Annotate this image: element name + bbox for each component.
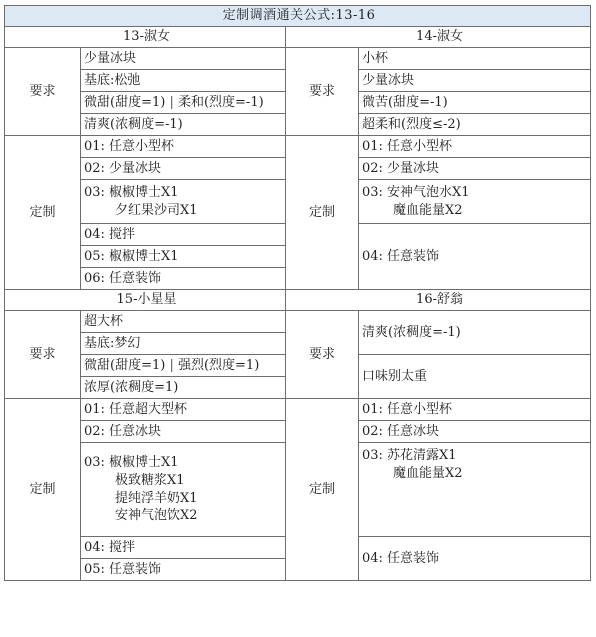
step-item-15: 01: 任意超大型杯 <box>81 399 286 421</box>
section-heading-row <box>5 290 591 311</box>
requirement-part: 柔和(烈度=-1) <box>177 94 264 110</box>
step-item-15: 04: 搅拌 <box>81 537 286 559</box>
requirement-part: 微甜(甜度=1) <box>84 94 166 110</box>
step-item-15: 02: 任意冰块 <box>81 421 286 443</box>
step-item-13: 04: 搅拌 <box>81 224 286 246</box>
requirement-item-13: 少量冰块 <box>81 48 286 70</box>
requirement-label-14: 要求 <box>286 48 359 136</box>
step-item-13: 01: 任意小型杯 <box>81 136 286 158</box>
step-line: 03: 苏花清露X1 <box>362 448 457 463</box>
custom-label-13: 定制 <box>5 136 81 290</box>
step-item-16 <box>359 443 591 537</box>
separator: | <box>165 94 178 110</box>
recipe-heading-16: 16-舒翁 <box>286 290 591 311</box>
requirement-item-14: 小杯 <box>359 48 591 70</box>
requirement-label-16: 要求 <box>286 311 359 399</box>
step-item-15 <box>81 443 286 537</box>
title-row <box>5 6 591 27</box>
recipe-heading-14: 14-淑女 <box>286 27 591 48</box>
requirement-item-14: 少量冰块 <box>359 70 591 92</box>
separator: | <box>165 357 178 373</box>
step-item-14: 01: 任意小型杯 <box>359 136 591 158</box>
requirement-item-14: 微苦(甜度=-1) <box>359 92 591 114</box>
requirement-item-15: 超大杯 <box>81 311 286 333</box>
requirement-item-16: 口味别太重 <box>359 355 591 399</box>
step-line: 魔血能量X2 <box>393 465 463 481</box>
page-title: 定制调酒通关公式:13-16 <box>5 6 591 27</box>
step-line: 魔血能量X2 <box>393 202 463 218</box>
requirement-item-16: 清爽(浓稠度=-1) <box>359 311 591 355</box>
requirement-label-15: 要求 <box>5 311 81 399</box>
requirement-item-13: 清爽(浓稠度=-1) <box>81 114 286 136</box>
step-item-15: 05: 任意装饰 <box>81 559 286 581</box>
step-item-16: 02: 任意冰块 <box>359 421 591 443</box>
step-line: 夕红果沙司X1 <box>115 202 198 218</box>
step-line: 极致糖浆X1 <box>115 472 185 488</box>
requirement-part: 微甜(甜度=1) <box>84 357 166 373</box>
section-heading-row <box>5 27 591 48</box>
recipe-table <box>4 5 591 581</box>
step-item-14 <box>359 180 591 224</box>
step-line: 03: 椒椒博士X1 <box>84 455 179 471</box>
step-row <box>5 136 591 158</box>
requirement-item-13: 基底:松弛 <box>81 70 286 92</box>
requirement-row <box>5 48 591 70</box>
step-line: 03: 安神气泡水X1 <box>362 184 470 200</box>
custom-label-14: 定制 <box>286 136 359 290</box>
step-line: 提纯浮羊奶X1 <box>115 490 198 506</box>
step-item-16: 04: 任意装饰 <box>359 537 591 581</box>
recipe-heading-13: 13-淑女 <box>5 27 286 48</box>
requirement-row <box>5 311 591 333</box>
requirement-label-13: 要求 <box>5 48 81 136</box>
requirement-item-15: 基底:梦幻 <box>81 333 286 355</box>
step-row <box>5 399 591 421</box>
requirement-part: 强烈(烈度=1) <box>177 357 260 373</box>
custom-label-16: 定制 <box>286 399 359 581</box>
requirement-item-15: 浓厚(浓稠度=1) <box>81 377 286 399</box>
step-line: 安神气泡饮X2 <box>115 508 198 524</box>
step-item-13 <box>81 180 286 224</box>
requirement-item-14: 超柔和(烈度≤-2) <box>359 114 591 136</box>
step-line: 03: 椒椒博士X1 <box>84 184 179 200</box>
step-item-13: 06: 任意装饰 <box>81 268 286 290</box>
step-item-13: 05: 椒椒博士X1 <box>81 246 286 268</box>
step-item-16: 01: 任意小型杯 <box>359 399 591 421</box>
custom-label-15: 定制 <box>5 399 81 581</box>
step-item-14: 04: 任意装饰 <box>359 224 591 290</box>
recipe-heading-15: 15-小星星 <box>5 290 286 311</box>
requirement-item-15 <box>81 355 286 377</box>
step-item-14: 02: 少量冰块 <box>359 158 591 180</box>
step-item-13: 02: 少量冰块 <box>81 158 286 180</box>
requirement-item-13 <box>81 92 286 114</box>
